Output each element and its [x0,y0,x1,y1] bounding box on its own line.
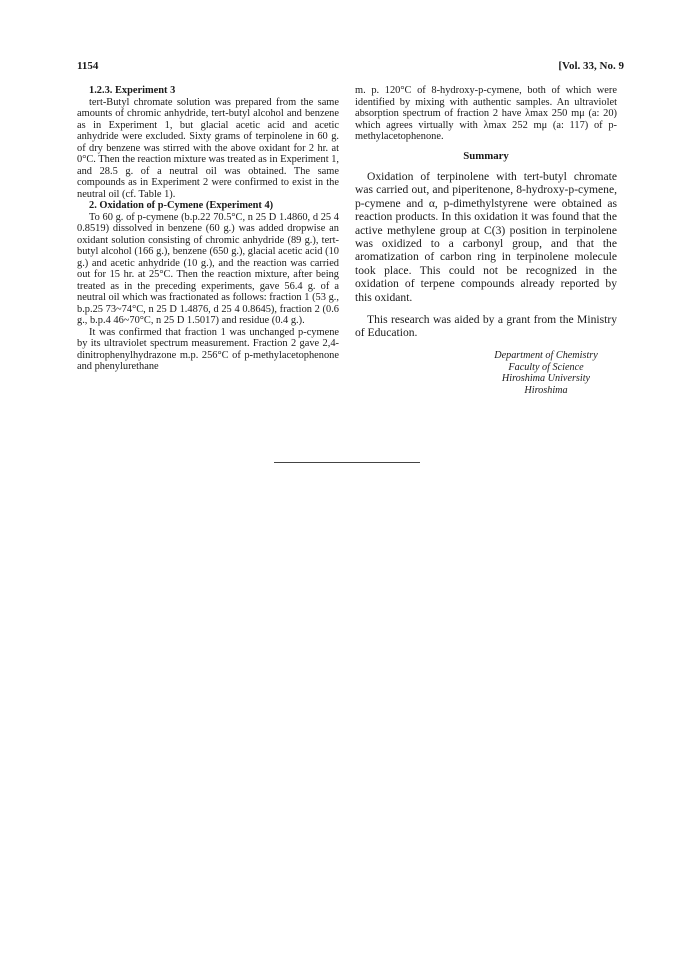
affiliation-university: Hiroshima University [501,373,591,385]
paragraph-continuation: m. p. 120°C of 8-hydroxy-p-cymene, both of which were identified by mixing with authentic samples. An ultraviolet absorption spectrum of fraction 2 have λmax 250 mμ (a: 20) which agrees virtually with λmax 252 mμ (a: 117) of p-methylacetophenone. [355,85,617,142]
acknowledgment: This research was aided by a grant from the Ministry of Education. [355,313,617,340]
summary-title: Summary [463,149,509,162]
paragraph-experiment-4: To 60 g. of p-cymene (b.p.22 70.5°C, n 25 D 1.4860, d 25 4 0.8519) dissolved in benzene (60 g.) was added dropwise an oxidant solution consisting of chromic anhydride (89 g.), tert-butyl alcohol (166 g.), benzene (650 g.), glacial acetic acid (10 g.) and acetic anhydride (10 g.), and the reaction was carried out for 15 hr. at 25°C. Then the reaction mixture, after being treated as in the preceding experiments, gave 56.4 g. of a neutral oil which was fractionated as follows: fraction 1 (53 g., b.p.25 73~74°C, n 25 D 1.4876, d 25 4 0.8645), fraction 2 (0.6 g., b.p.4 46~70°C, n 25 D 1.5017) and residue (0.4 g.). [77,211,339,326]
summary-section [355,151,617,340]
end-rule [274,462,420,463]
left-column [77,85,339,373]
paragraph-fraction-confirmation: It was confirmed that fraction 1 was unchanged p-cymene by its ultraviolet spectrum measurement. Fraction 2 gave 2,4-dinitrophenylhydrazone m.p. 256°C of p-methylacetophenone and phenylurethane [77,326,339,372]
summary-paragraph: Oxidation of terpinolene with tert-butyl chromate was carried out, and piperitenone, 8-hydroxy-p-cymene, p-cymene and α, p-dimethylstyrene were obtained as reaction products. In this oxidation it was found that the active methylene group at C(3) position in terpinolene was oxidized to a carbonyl group, and that the aromatization of carbon ring in terpinolene molecule took place. This could not be recognized in the oxidation of terpene compounds already reported by this oxidant. [355,170,617,304]
affiliation-block [475,350,617,397]
section-heading-oxidation-p-cymene: 2. Oxidation of p-Cymene (Experiment 4) [89,200,274,211]
affiliation-department: Department of Chemistry [494,349,598,361]
right-column [355,85,617,397]
affiliation-city: Hiroshima [524,385,568,397]
affiliation-faculty: Faculty of Science [508,361,584,373]
paragraph-experiment-3: tert-Butyl chromate solution was prepared from the same amounts of chromic anhydride, tert-butyl alcohol and benzene as in Experiment 1, but glacial acetic acid and acetic anhydride were excluded. Sixty grams of terpinolene in 60 g. of dry benzene was stirred with the above oxidant for 2 hr. at 0°C. Then the reaction mixture was treated as in Experiment 1, and 28.5 g. of a neutral oil was obtained. The same compounds as in Experiment 2 were confirmed to exist in the neutral oil (cf. Table 1). [77,96,339,200]
section-heading-experiment-3: 1.2.3. Experiment 3 [89,85,176,96]
page-number: 1154 [77,60,99,72]
running-title: [Vol. 33, No. 9 [558,60,624,72]
page-header [77,60,624,76]
